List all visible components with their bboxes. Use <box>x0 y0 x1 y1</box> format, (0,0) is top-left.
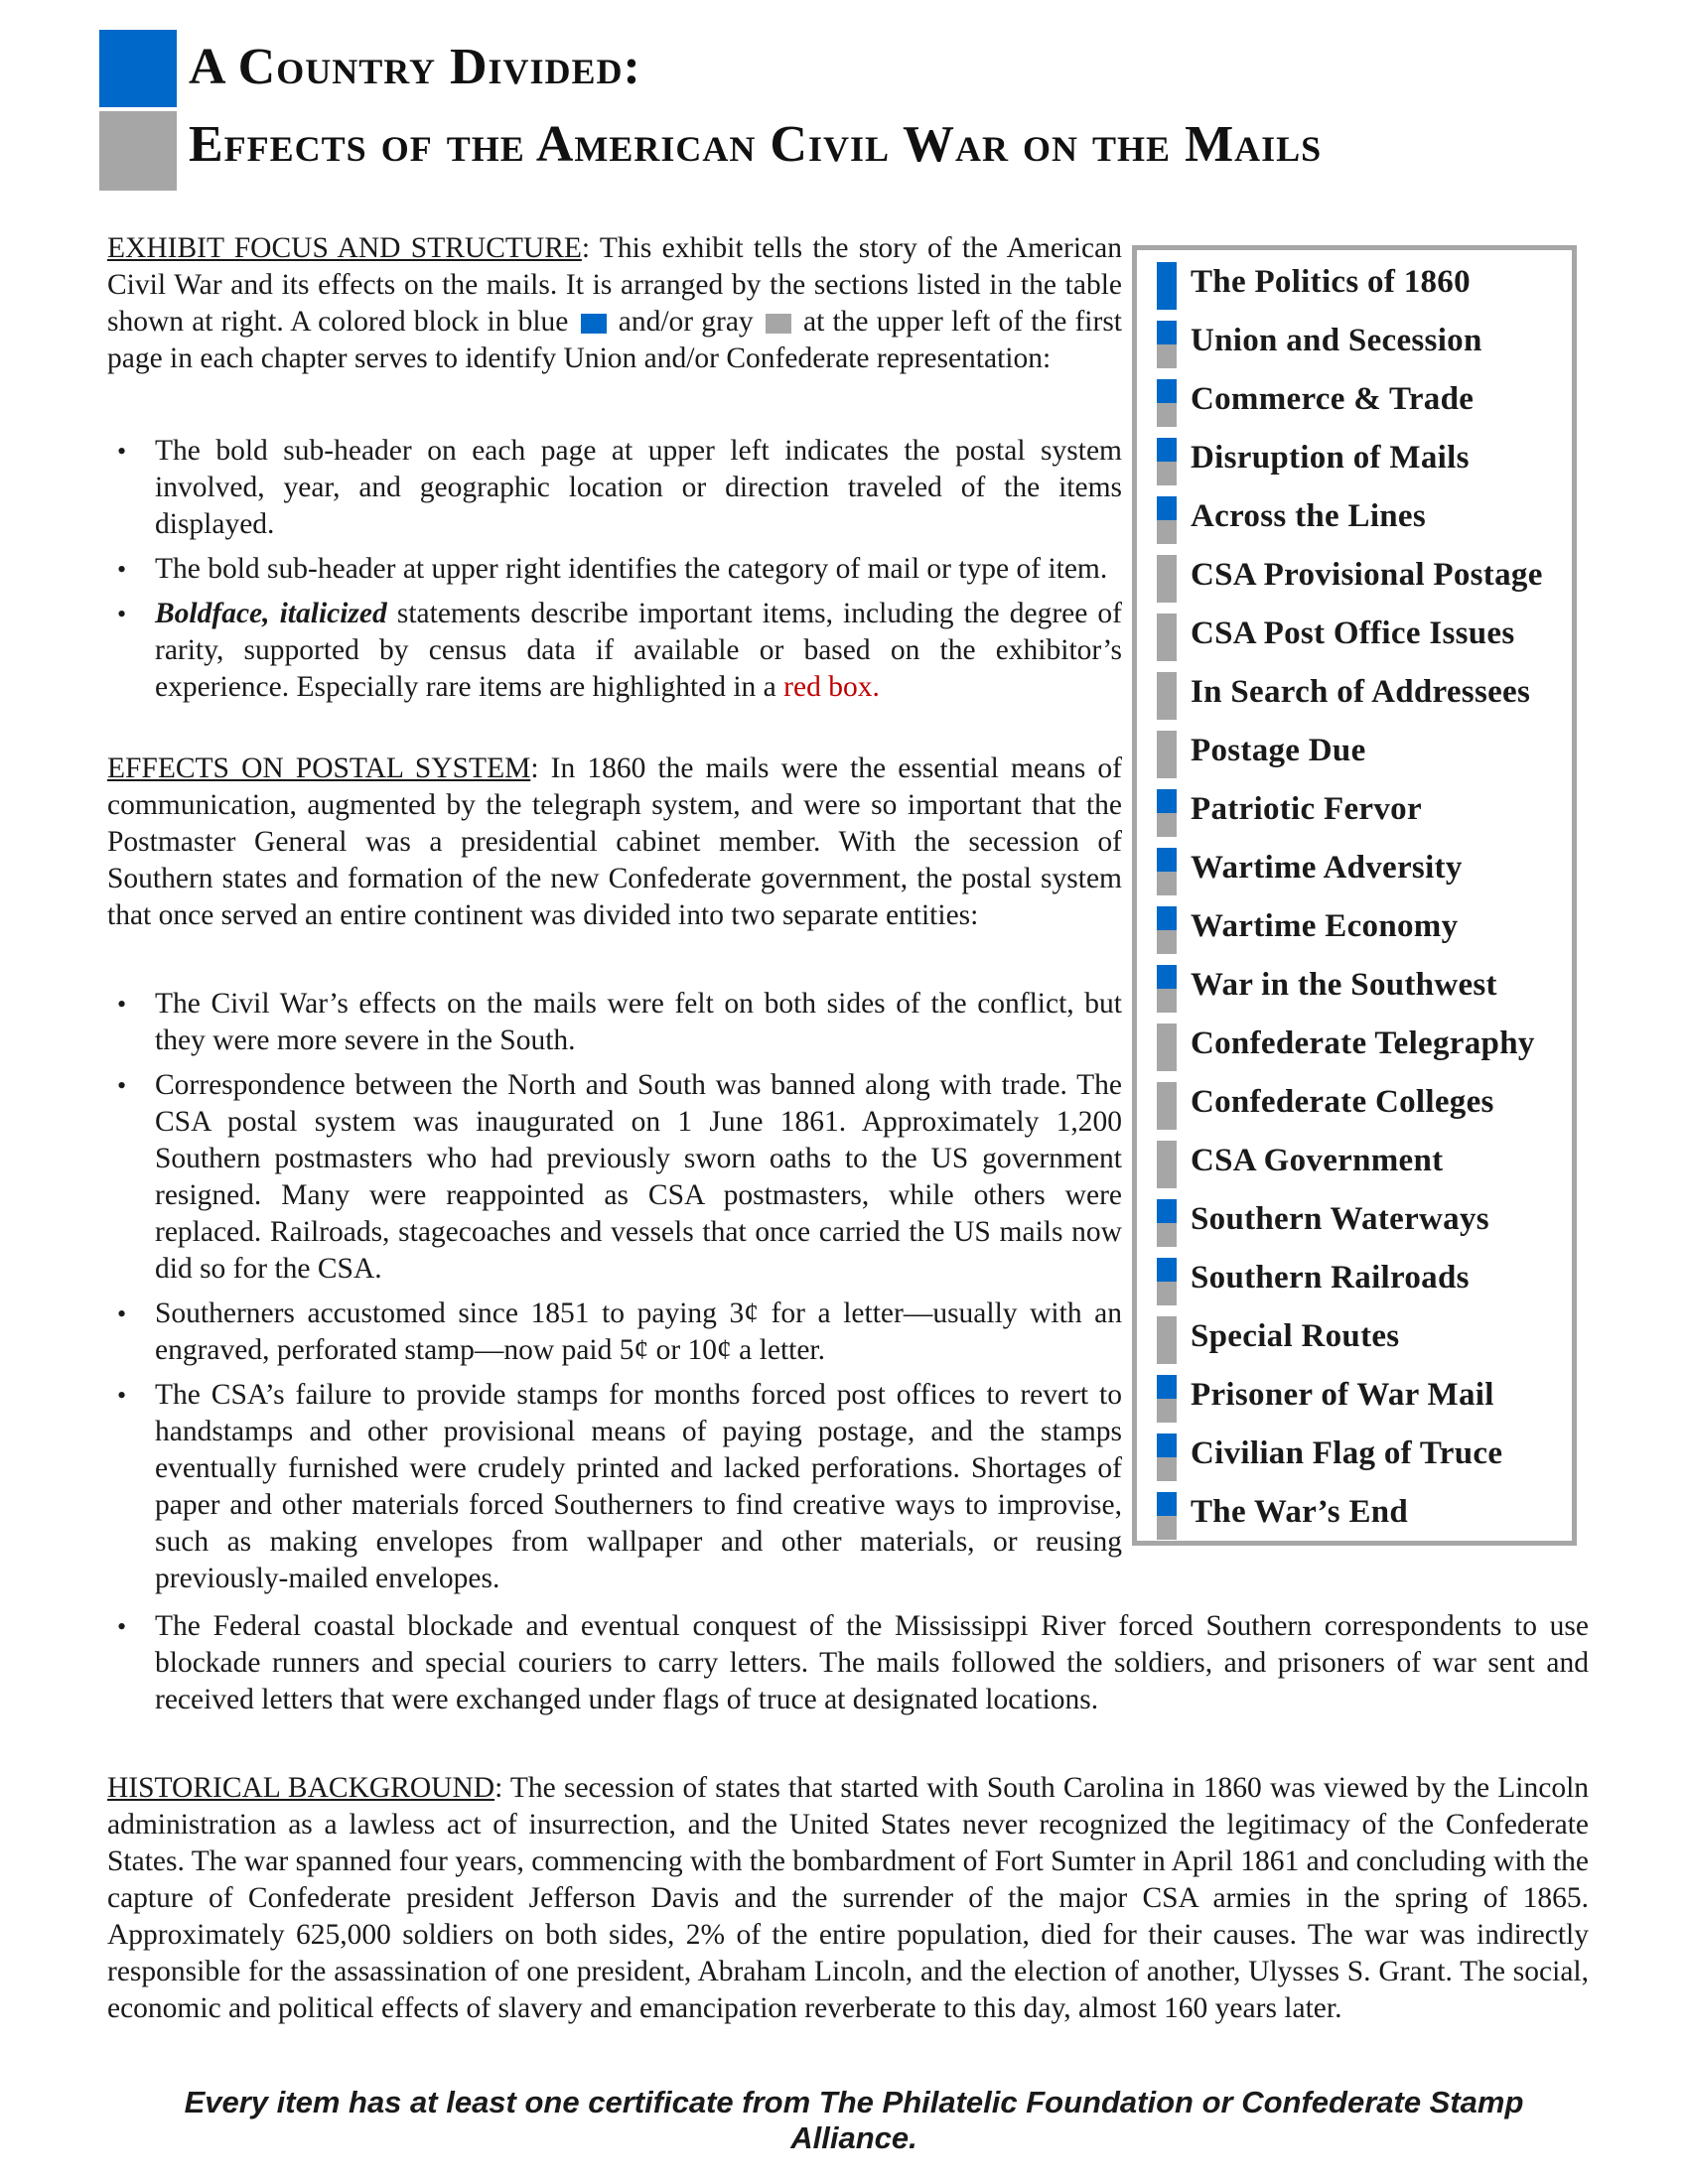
toc-label: Patriotic Fervor <box>1191 791 1422 827</box>
section-color-icon <box>1157 1199 1177 1247</box>
toc-label: War in the Southwest <box>1191 967 1497 1003</box>
toc-label: Civilian Flag of Truce <box>1191 1435 1503 1471</box>
toc-label: Across the Lines <box>1191 498 1427 534</box>
toc-item <box>1157 1078 1574 1134</box>
toc-item <box>1157 1195 1574 1251</box>
list-item: • The Civil War’s effects on the mails were felt on both sides of the conflict, but they were more severe in the South. <box>107 986 1122 1059</box>
toc-item <box>1157 961 1574 1017</box>
toc-item <box>1157 1488 1574 1544</box>
effects-paragraph <box>107 751 1122 934</box>
section-color-icon <box>1157 614 1177 661</box>
list-item: • Correspondence between the North and South was banned along with trade. The CSA postal system was inaugurated on 1 June 1861. Approximately 1,200 Southern postmasters who had previously sworn oaths to the US government resigned. Many were reappointed as CSA postmasters, while others were replaced. Railroads, stagecoaches and vessels that once carried the US mails now did so for the CSA. <box>107 1067 1122 1288</box>
bold-italic-text: Boldface, italicized <box>155 598 387 629</box>
toc-label: Confederate Telegraphy <box>1191 1025 1535 1061</box>
section-table <box>1132 245 1577 1546</box>
list-item: • The bold sub-header on each page at upper left indicates the postal system involved, year, and geographic location or direction traveled of the items displayed. <box>107 433 1122 543</box>
red-box-text: red box. <box>783 671 880 703</box>
section-color-icon <box>1157 1433 1177 1481</box>
section-color-icon <box>1157 1375 1177 1423</box>
section-color-icon <box>1157 1024 1177 1071</box>
focus-bullet-list <box>107 433 1122 714</box>
history-paragraph <box>107 1770 1589 2027</box>
list-item: • The CSA’s failure to provide stamps for months forced post offices to revert to handstamps and other provisional means of paying postage, and the stamps eventually furnished were crudely printed and lacked perforations. Shortages of paper and other materials forced Southerners to find creative ways to improvise, such as making envelopes from wallpaper and other materials, or reusing previously-mailed envelopes. <box>107 1377 1122 1597</box>
toc-item <box>1157 1430 1574 1485</box>
page-title: A Country Divided: <box>189 39 641 95</box>
section-color-icon <box>1157 1258 1177 1305</box>
toc-item <box>1157 1254 1574 1309</box>
section-color-icon <box>1157 848 1177 895</box>
toc-item <box>1157 844 1574 899</box>
toc-label: CSA Post Office Issues <box>1191 615 1515 651</box>
toc-label: Southern Waterways <box>1191 1201 1489 1237</box>
toc-label: Postage Due <box>1191 733 1366 768</box>
history-header: HISTORICAL BACKGROUND <box>107 1772 495 1804</box>
toc-label: Commerce & Trade <box>1191 381 1475 417</box>
section-color-icon <box>1157 1141 1177 1188</box>
confederate-color-block <box>99 111 177 191</box>
list-item <box>107 596 1122 706</box>
section-color-icon <box>1157 555 1177 603</box>
blue-swatch <box>581 314 607 334</box>
section-color-icon <box>1157 262 1177 310</box>
effects-text: : In 1860 the mails were the essential means of communication, augmented by the telegraph system, and were so important that the Postmaster General was a presidential cabinet member. With the secession of Southern states and formation of the new Confederate government, the postal system that once served an entire continent was divided into two separate entities: <box>107 752 1123 931</box>
list-item: • The bold sub-header at upper right identifies the category of mail or type of item. <box>107 551 1122 588</box>
effects-header: EFFECTS ON POSTAL SYSTEM <box>107 752 531 784</box>
page-subtitle: Effects of the American Civil War on the Mails <box>189 116 1323 173</box>
toc-label: The War’s End <box>1191 1494 1409 1530</box>
section-color-icon <box>1157 906 1177 954</box>
focus-header: EXHIBIT FOCUS AND STRUCTURE <box>107 232 582 264</box>
section-color-icon <box>1157 379 1177 427</box>
toc-item <box>1157 551 1574 607</box>
toc-item <box>1157 1371 1574 1427</box>
toc-item <box>1157 785 1574 841</box>
toc-item <box>1157 668 1574 724</box>
focus-text-b: and/or gray <box>618 306 754 338</box>
effects-bullet-list-wide <box>107 1608 1589 1726</box>
section-color-icon <box>1157 496 1177 544</box>
toc-label: Special Routes <box>1191 1318 1400 1354</box>
toc-label: Wartime Economy <box>1191 908 1459 944</box>
toc-label: CSA Provisional Postage <box>1191 557 1543 593</box>
section-color-icon <box>1157 731 1177 778</box>
toc-item <box>1157 1312 1574 1368</box>
section-color-icon <box>1157 321 1177 368</box>
toc-label: Wartime Adversity <box>1191 850 1463 886</box>
footer-note: Every item has at least one certificate from The Philatelic Foundation or Confederate Stamp Alliance. <box>184 2085 1524 2155</box>
toc-label: The Politics of 1860 <box>1191 264 1471 300</box>
section-color-icon <box>1157 965 1177 1013</box>
gray-swatch <box>766 314 791 334</box>
focus-text-c: at the upper left of the first page in each chapter serves to identify Union and/or Confederate representation: <box>107 306 1122 374</box>
toc-item <box>1157 727 1574 782</box>
section-color-icon <box>1157 1492 1177 1540</box>
section-color-icon <box>1157 789 1177 837</box>
toc-item <box>1157 492 1574 548</box>
toc-label: Southern Railroads <box>1191 1260 1470 1296</box>
toc-label: Disruption of Mails <box>1191 440 1470 476</box>
toc-item <box>1157 375 1574 431</box>
focus-paragraph <box>107 230 1122 377</box>
toc-label: Confederate Colleges <box>1191 1084 1494 1120</box>
toc-label: Union and Secession <box>1191 323 1482 358</box>
list-item: • The Federal coastal blockade and eventual conquest of the Mississippi River forced Southern correspondents to use blockade runners and special couriers to carry letters. The mails followed the soldiers, and prisoners of war sent and received letters that were exchanged under flags of truce at designated locations. <box>107 1608 1589 1718</box>
toc-item <box>1157 317 1574 372</box>
section-color-icon <box>1157 1316 1177 1364</box>
toc-item <box>1157 258 1574 314</box>
toc-label: CSA Government <box>1191 1143 1444 1178</box>
toc-item <box>1157 1020 1574 1075</box>
toc-label: Prisoner of War Mail <box>1191 1377 1494 1413</box>
focus-text-a: : This exhibit tells the story of the American Civil War and its effects on the mails. It is arranged by the sections listed in the table shown at right. A colored block in blue <box>107 232 1122 338</box>
history-text: : The secession of states that started with South Carolina in 1860 was viewed by the Lincoln administration as a lawless act of insurrection, and the United States never recognized the legitimacy of the Confederate States. The war spanned four years, commencing with the bombardment of Fort Sumter in April 1861 and concluding with the capture of Confederate president Jefferson Davis and the surrender of the major CSA armies in the spring of 1865. Approximately 625,000 soldiers on both sides, 2% of the entire population, died for their causes. The war was indirectly responsible for the assassination of one president, Abraham Lincoln, and the election of another, Ulysses S. Grant. The social, economic and political effects of slavery and emancipation reverberate to this day, almost 160 years later. <box>107 1772 1590 2024</box>
bullet-text: statements describe important items, including the degree of rarity, supported by census data if available or based on the exhibitor’s experience. Especially rare items are highlighted in a <box>155 598 1123 703</box>
section-color-icon <box>1157 672 1177 720</box>
union-color-block <box>99 30 177 107</box>
toc-item <box>1157 434 1574 489</box>
toc-item <box>1157 1137 1574 1192</box>
section-color-icon <box>1157 1082 1177 1130</box>
toc-item <box>1157 610 1574 665</box>
toc-label: In Search of Addressees <box>1191 674 1531 710</box>
list-item: • Southerners accustomed since 1851 to paying 3¢ for a letter—usually with an engraved, perforated stamp—now paid 5¢ or 10¢ a letter. <box>107 1296 1122 1369</box>
toc-item <box>1157 902 1574 958</box>
effects-bullet-list <box>107 986 1122 1605</box>
section-color-icon <box>1157 438 1177 485</box>
